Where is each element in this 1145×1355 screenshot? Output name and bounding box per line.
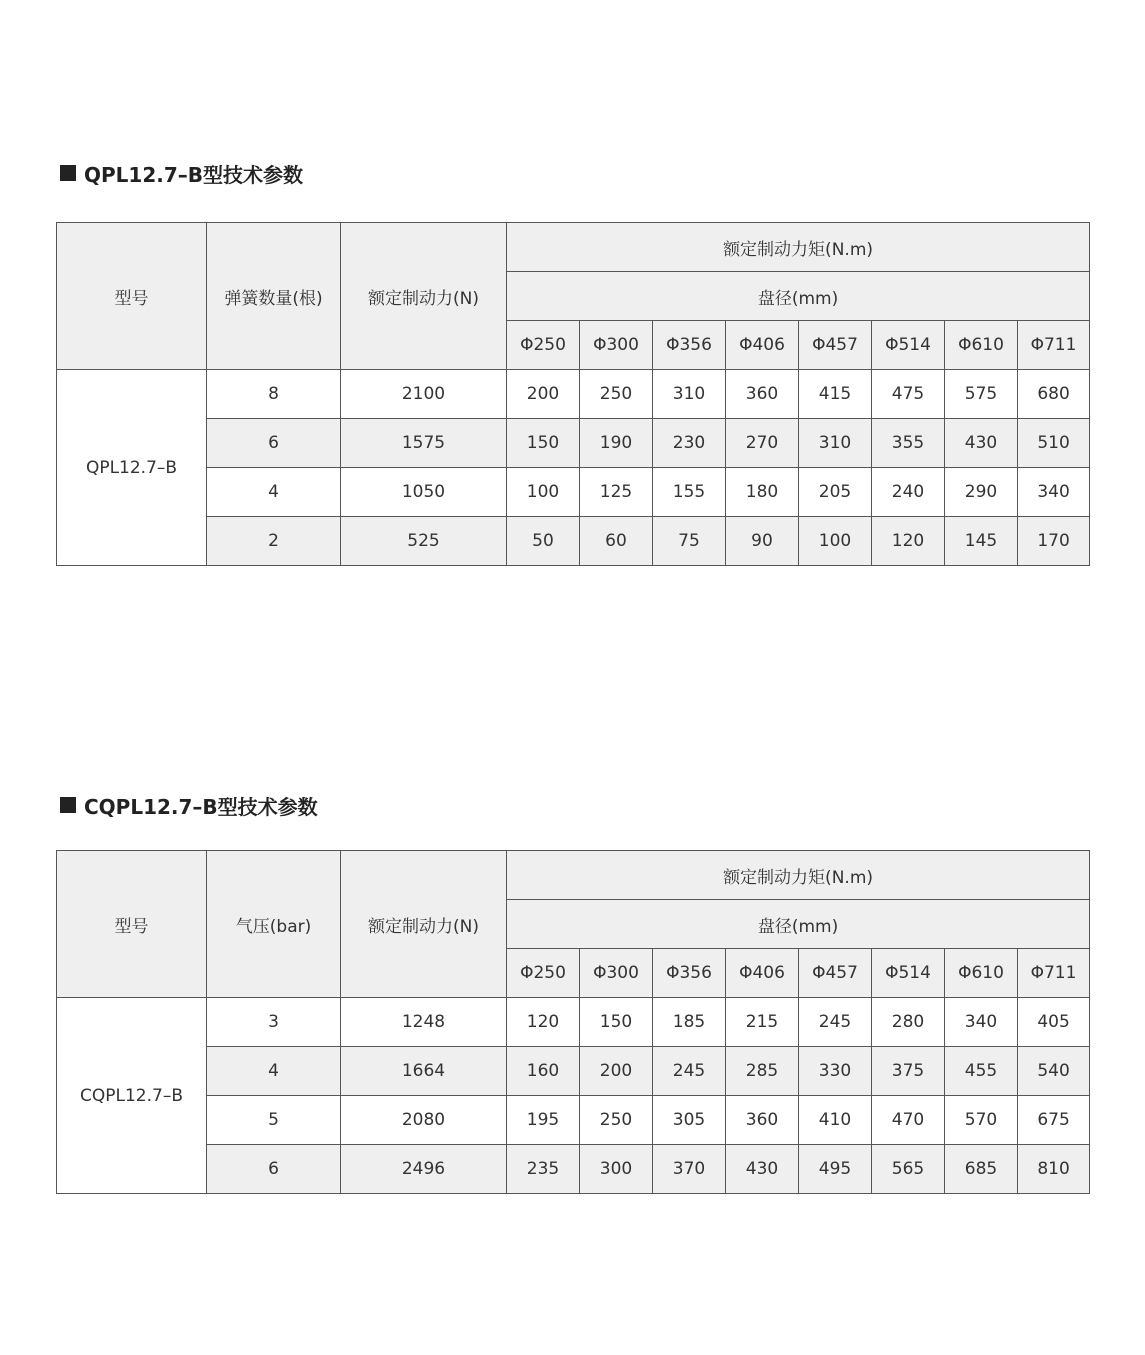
torque-cell: 455 (945, 1047, 1018, 1096)
torque-cell: 285 (726, 1047, 799, 1096)
torque-cell: 120 (872, 517, 945, 566)
torque-cell: 340 (945, 998, 1018, 1047)
rated-force-cell: 1050 (341, 468, 507, 517)
header-diameter: Φ406 (726, 949, 799, 998)
torque-cell: 90 (726, 517, 799, 566)
torque-cell: 235 (507, 1145, 580, 1194)
torque-cell: 205 (799, 468, 872, 517)
torque-cell: 60 (580, 517, 653, 566)
spring-count-cell: 2 (207, 517, 341, 566)
torque-cell: 200 (507, 370, 580, 419)
rated-force-cell: 1248 (341, 998, 507, 1047)
rated-force-cell: 1664 (341, 1047, 507, 1096)
square-bullet-icon (60, 797, 76, 813)
rated-force-cell: 525 (341, 517, 507, 566)
torque-cell: 270 (726, 419, 799, 468)
torque-cell: 160 (507, 1047, 580, 1096)
torque-cell: 240 (872, 468, 945, 517)
header-diameter: Φ300 (580, 949, 653, 998)
header-model: 型号 (57, 223, 207, 370)
table-row (57, 468, 1090, 517)
torque-cell: 150 (507, 419, 580, 468)
header-rated-force: 额定制动力(N) (341, 851, 507, 998)
torque-cell: 810 (1018, 1145, 1090, 1194)
torque-cell: 565 (872, 1145, 945, 1194)
torque-cell: 430 (726, 1145, 799, 1194)
torque-cell: 125 (580, 468, 653, 517)
torque-cell: 150 (580, 998, 653, 1047)
torque-cell: 200 (580, 1047, 653, 1096)
torque-cell: 475 (872, 370, 945, 419)
torque-cell: 510 (1018, 419, 1090, 468)
torque-cell: 495 (799, 1145, 872, 1194)
section-title: CQPL12.7–B型技术参数 (84, 794, 318, 819)
torque-cell: 375 (872, 1047, 945, 1096)
header-diameter: Φ356 (653, 321, 726, 370)
header-disc-diameter: 盘径(mm) (507, 272, 1090, 321)
table-row (57, 370, 1090, 419)
header-row (57, 851, 1090, 900)
header-row (57, 223, 1090, 272)
header-diameter: Φ250 (507, 321, 580, 370)
torque-cell: 415 (799, 370, 872, 419)
torque-cell: 305 (653, 1096, 726, 1145)
torque-cell: 685 (945, 1145, 1018, 1194)
spec-table-qpl (56, 222, 1090, 566)
torque-cell: 680 (1018, 370, 1090, 419)
torque-cell: 430 (945, 419, 1018, 468)
air-pressure-cell: 6 (207, 1145, 341, 1194)
torque-cell: 360 (726, 370, 799, 419)
header-rated-force: 额定制动力(N) (341, 223, 507, 370)
table-row (57, 1047, 1090, 1096)
torque-cell: 575 (945, 370, 1018, 419)
torque-cell: 145 (945, 517, 1018, 566)
table-row (57, 998, 1090, 1047)
torque-cell: 100 (507, 468, 580, 517)
torque-cell: 185 (653, 998, 726, 1047)
torque-cell: 470 (872, 1096, 945, 1145)
header-diameter: Φ514 (872, 949, 945, 998)
torque-cell: 300 (580, 1145, 653, 1194)
table-row (57, 1096, 1090, 1145)
header-spring-count: 弹簧数量(根) (207, 223, 341, 370)
torque-cell: 570 (945, 1096, 1018, 1145)
torque-cell: 410 (799, 1096, 872, 1145)
header-diameter: Φ711 (1018, 949, 1090, 998)
header-diameter: Φ457 (799, 949, 872, 998)
torque-cell: 190 (580, 419, 653, 468)
table-row (57, 1145, 1090, 1194)
section-title: QPL12.7–B型技术参数 (84, 162, 303, 187)
torque-cell: 340 (1018, 468, 1090, 517)
model-cell: QPL12.7–B (57, 370, 207, 566)
header-diameter: Φ610 (945, 949, 1018, 998)
torque-cell: 180 (726, 468, 799, 517)
rated-force-cell: 1575 (341, 419, 507, 468)
torque-cell: 75 (653, 517, 726, 566)
spring-count-cell: 4 (207, 468, 341, 517)
model-cell: CQPL12.7–B (57, 998, 207, 1194)
air-pressure-cell: 5 (207, 1096, 341, 1145)
torque-cell: 245 (653, 1047, 726, 1096)
rated-force-cell: 2080 (341, 1096, 507, 1145)
table-row (57, 517, 1090, 566)
header-model: 型号 (57, 851, 207, 998)
torque-cell: 540 (1018, 1047, 1090, 1096)
rated-force-cell: 2496 (341, 1145, 507, 1194)
torque-cell: 310 (653, 370, 726, 419)
torque-cell: 155 (653, 468, 726, 517)
torque-cell: 245 (799, 998, 872, 1047)
header-diameter: Φ300 (580, 321, 653, 370)
air-pressure-cell: 3 (207, 998, 341, 1047)
header-diameter: Φ406 (726, 321, 799, 370)
air-pressure-cell: 4 (207, 1047, 341, 1096)
header-diameter: Φ514 (872, 321, 945, 370)
torque-cell: 290 (945, 468, 1018, 517)
torque-cell: 250 (580, 1096, 653, 1145)
torque-cell: 50 (507, 517, 580, 566)
torque-cell: 355 (872, 419, 945, 468)
header-diameter: Φ356 (653, 949, 726, 998)
torque-cell: 675 (1018, 1096, 1090, 1145)
torque-cell: 170 (1018, 517, 1090, 566)
header-rated-torque: 额定制动力矩(N.m) (507, 851, 1090, 900)
header-diameter: Φ711 (1018, 321, 1090, 370)
torque-cell: 195 (507, 1096, 580, 1145)
section-heading (56, 160, 1089, 186)
section-qpl (56, 160, 1089, 551)
torque-cell: 230 (653, 419, 726, 468)
spec-table-cqpl (56, 850, 1090, 1194)
torque-cell: 280 (872, 998, 945, 1047)
torque-cell: 370 (653, 1145, 726, 1194)
torque-cell: 405 (1018, 998, 1090, 1047)
torque-cell: 310 (799, 419, 872, 468)
torque-cell: 330 (799, 1047, 872, 1096)
spring-count-cell: 8 (207, 370, 341, 419)
header-diameter: Φ457 (799, 321, 872, 370)
section-heading (56, 792, 1089, 818)
torque-cell: 215 (726, 998, 799, 1047)
torque-cell: 250 (580, 370, 653, 419)
header-diameter: Φ610 (945, 321, 1018, 370)
header-disc-diameter: 盘径(mm) (507, 900, 1090, 949)
torque-cell: 120 (507, 998, 580, 1047)
header-air-pressure: 气压(bar) (207, 851, 341, 998)
torque-cell: 360 (726, 1096, 799, 1145)
spring-count-cell: 6 (207, 419, 341, 468)
table-row (57, 419, 1090, 468)
square-bullet-icon (60, 165, 76, 181)
torque-cell: 100 (799, 517, 872, 566)
header-rated-torque: 额定制动力矩(N.m) (507, 223, 1090, 272)
header-diameter: Φ250 (507, 949, 580, 998)
section-cqpl (56, 792, 1089, 1179)
rated-force-cell: 2100 (341, 370, 507, 419)
